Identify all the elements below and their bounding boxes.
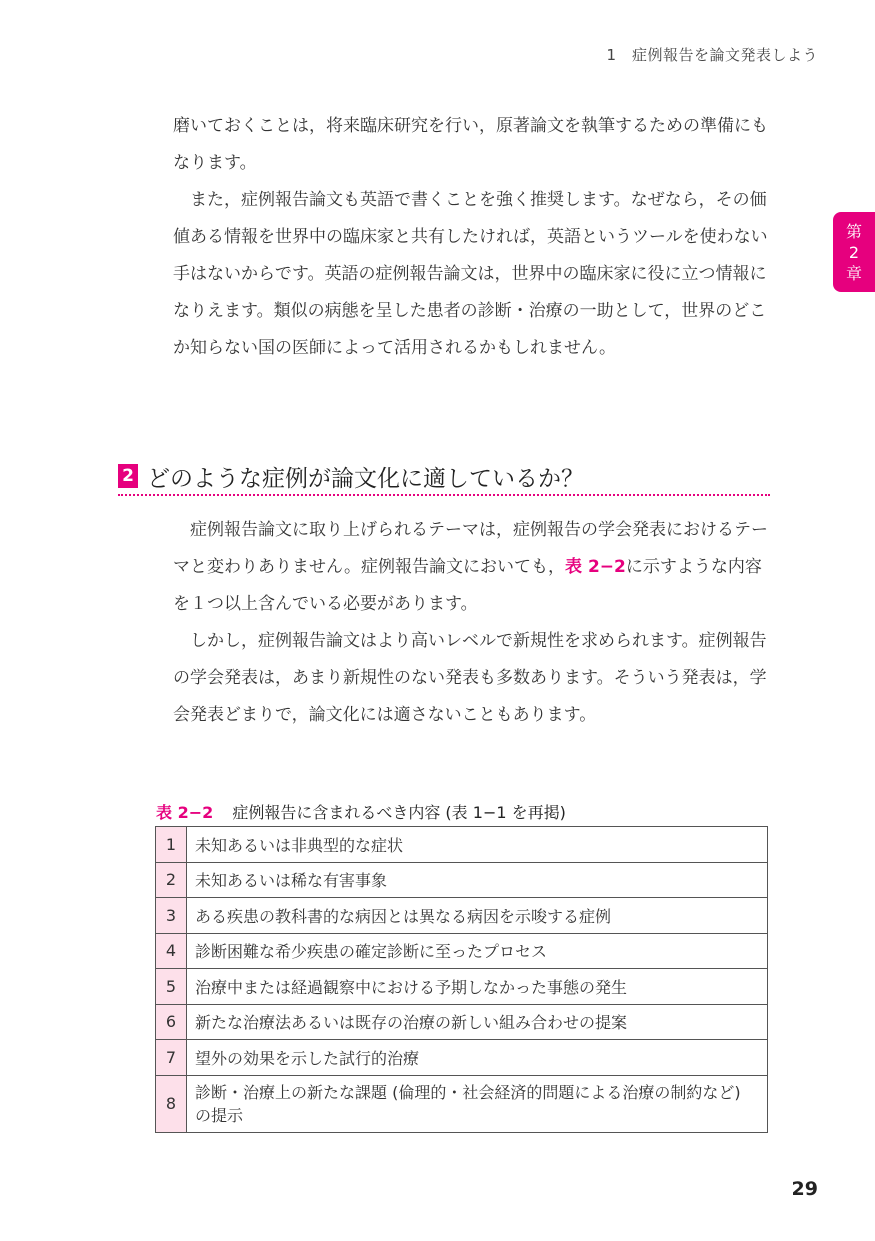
section2-paragraph-1 xyxy=(173,512,773,623)
row-number: 5 xyxy=(156,969,187,1005)
section1-paragraph-2: また，症例報告論文も英語で書くことを強く推奨します。なぜなら，その価値ある情報を世界中の臨床家と共有したければ，英語というツールを使わない手はないからです。英語の症例報告論文は，世界中の臨床家に役に立つ情報になりえます。類似の病態を呈した患者の診断・治療の一助として，世界のどこか知らない国の医師によって活用されるかもしれません。 xyxy=(173,190,768,358)
section-number-badge: 2 xyxy=(118,464,138,488)
row-number: 7 xyxy=(156,1040,187,1076)
table-row xyxy=(156,898,768,934)
section2-body xyxy=(173,512,773,734)
row-text: 未知あるいは稀な有害事象 xyxy=(187,862,768,898)
chapter-tab xyxy=(833,212,875,292)
row-number: 2 xyxy=(156,862,187,898)
table-row xyxy=(156,1040,768,1076)
running-header: 1 症例報告を論文発表しよう xyxy=(606,46,818,64)
row-text: 診断困難な希少疾患の確定診断に至ったプロセス xyxy=(187,933,768,969)
section2-title: どのような症例が論文化に適しているか？ xyxy=(147,465,584,492)
row-text: 新たな治療法あるいは既存の治療の新しい組み合わせの提案 xyxy=(187,1004,768,1040)
table-caption xyxy=(156,800,566,823)
row-number: 6 xyxy=(156,1004,187,1040)
p1-text-before: 症例報告論文に取り上げられるテーマは，症例報告の学会発表におけるテーマと変わりありません。症例報告論文においても， xyxy=(173,520,768,577)
row-text: 治療中または経過観察中における予期しなかった事態の発生 xyxy=(187,969,768,1005)
row-number: 3 xyxy=(156,898,187,934)
table-row xyxy=(156,1075,768,1132)
table-title: 症例報告に含まれるべき内容 (表 1−1 を再掲) xyxy=(232,803,566,822)
section2-heading xyxy=(118,458,770,496)
table-reference-link: 表 2−2 xyxy=(565,557,626,577)
row-text: 望外の効果を示した試行的治療 xyxy=(187,1040,768,1076)
table-row xyxy=(156,969,768,1005)
row-number: 4 xyxy=(156,933,187,969)
table-label: 表 2−2 xyxy=(156,803,214,822)
section2-paragraph-2: しかし，症例報告論文はより高いレベルで新規性を求められます。症例報告の学会発表は，あまり新規性のない発表も多数あります。そういう発表は，学会発表どまりで，論文化には適さないこともあります。 xyxy=(173,631,767,725)
row-number: 1 xyxy=(156,827,187,863)
chapter-tab-number: 2 xyxy=(848,242,860,262)
table-row xyxy=(156,933,768,969)
page-number: 29 xyxy=(791,1178,818,1200)
chapter-tab-suffix: 章 xyxy=(845,263,862,283)
row-text: 未知あるいは非典型的な症状 xyxy=(187,827,768,863)
content-table xyxy=(155,826,768,1133)
row-text: 診断・治療上の新たな課題 (倫理的・社会経済的問題による治療の制約など) の提示 xyxy=(187,1075,768,1132)
row-text: ある疾患の教科書的な病因とは異なる病因を示唆する症例 xyxy=(187,898,768,934)
section1-body xyxy=(173,108,773,367)
table-row xyxy=(156,1004,768,1040)
p1-text-after: に示すような内容を１つ以上含んでいる必要があります。 xyxy=(173,557,762,614)
chapter-tab-prefix: 第 xyxy=(845,221,862,241)
section1-paragraph-1: 磨いておくことは，将来臨床研究を行い，原著論文を執筆するための準備にもなります。 xyxy=(173,116,768,173)
row-number: 8 xyxy=(156,1075,187,1132)
table-row xyxy=(156,827,768,863)
table-row xyxy=(156,862,768,898)
